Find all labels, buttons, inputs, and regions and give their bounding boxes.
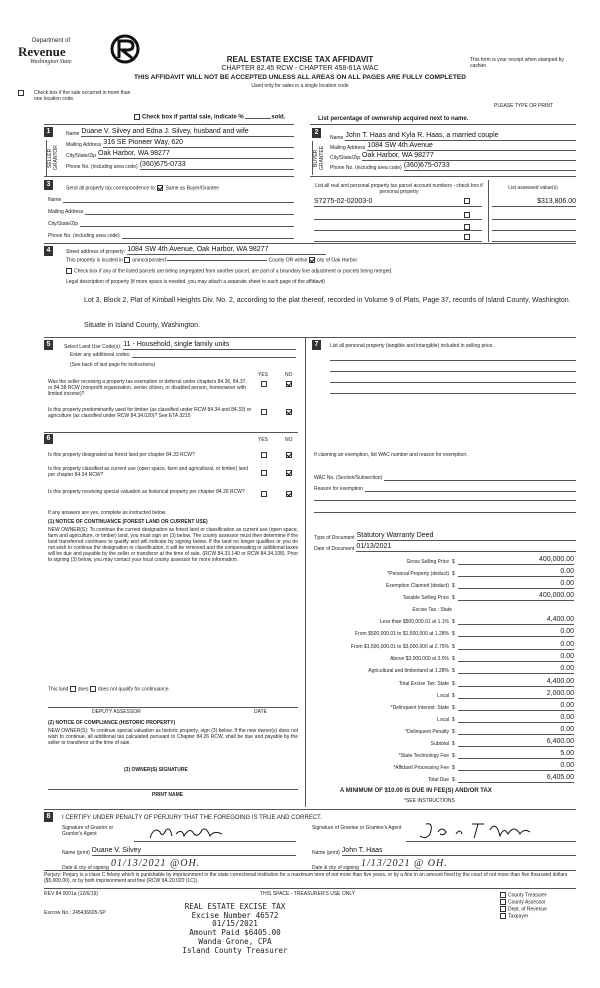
logo-dept-label: Department of [32, 38, 71, 44]
seller-address-field[interactable]: 316 SE Pioneer Way, 620 [103, 139, 294, 148]
parcel-row-4[interactable] [314, 234, 482, 242]
grantee-signature-field[interactable] [406, 828, 576, 842]
buyer-city-label: City/State/Zip [330, 155, 361, 162]
buyer-address-field[interactable]: 1084 SW 4th Avenue [367, 142, 576, 151]
buyer-phone-row [330, 162, 576, 171]
does-checkbox[interactable] [70, 686, 76, 692]
taxpayer-checkbox[interactable] [500, 913, 506, 919]
assessed-label: List assessed value(s) [508, 185, 558, 191]
tax-row-label: *State Technology Fee [398, 753, 449, 759]
section-6-badge: 6 [44, 434, 53, 444]
buyer-side-label: BUYER GRANTEE [312, 141, 322, 175]
tax-row [312, 689, 574, 699]
land-use-no-header: NO [285, 372, 293, 378]
land-use-label: Select Land Use Code(s): [64, 344, 122, 351]
reason-row [314, 486, 576, 492]
dollar-sign: $ [452, 668, 455, 674]
seller-name-field[interactable]: Duane V. Silvey and Edna J. Silvey, husband and wife [81, 128, 294, 137]
tax-row [312, 749, 574, 759]
grantee-signature [416, 820, 536, 842]
dollar-sign: $ [452, 705, 455, 711]
street-field[interactable]: 1084 SW 4th Avenue, Oak Harbor, WA 98277 [127, 246, 326, 255]
parcel-number-field[interactable]: S7275-02-02003-0 [314, 198, 482, 207]
dollar-sign: $ [452, 583, 455, 589]
dollar-sign: $ [452, 619, 455, 625]
stamp-line: 01/15/2021 [212, 919, 258, 929]
parcels-label: List all real and personal property tax parcel account numbers - check box if personal property [315, 183, 483, 195]
distribution-label: County Treasurer [508, 892, 547, 899]
stamp-line: Amount Paid $6405.00 [189, 928, 281, 938]
q2-no-checkbox[interactable] [286, 409, 294, 417]
notice2-text: NEW OWNER(S): To continue special valuation as historic property, sign (3) below. If the new owner(s) does not wish to continue, all additional tax calculated pursuant to Chapter 84.26 RCW, shall be due and payable by the seller or transferor at the time of sale. [48, 728, 298, 746]
tax-row [312, 773, 574, 783]
print-name-label: PRINT NAME [152, 792, 184, 798]
grantor-date-label: Date & city of signing [62, 865, 109, 871]
situate-text: Situate in Island County, Washington. [84, 322, 200, 329]
corr-city-field[interactable] [80, 226, 294, 227]
reason-label: Reason for exemption [314, 486, 363, 492]
dollar-sign: $ [452, 765, 455, 771]
certify-text: I CERTIFY UNDER PENALTY OF PERJURY THAT THE FOREGOING IS TRUE AND CORRECT. [62, 815, 322, 821]
tax-row [312, 603, 574, 613]
segregated-checkbox[interactable] [66, 268, 72, 274]
s6-q3-no-checkbox[interactable] [286, 491, 294, 499]
land-use-yes-header: YES [258, 372, 269, 378]
seller-name-row [66, 128, 294, 137]
s6-q1: Is this property designated as forest land per chapter 84.33 RCW? [48, 452, 195, 458]
section-3-badge: 3 [44, 180, 53, 190]
personal-property-checkbox-1[interactable] [464, 198, 472, 206]
tax-row-label: From $500,000.01 to $1,500,000 at 1.28% [355, 631, 449, 637]
buyer-name-field[interactable]: John T. Haas and Kyla R. Haas, a married couple [345, 132, 576, 141]
segregated-row [66, 268, 576, 274]
tax-row-value[interactable]: 0.00 [458, 702, 574, 711]
tax-row [312, 591, 574, 601]
corr-name-label: Name [48, 197, 62, 203]
dollar-sign: $ [452, 741, 455, 747]
stamp-line: Excise Number 46572 [191, 910, 279, 920]
buyer-address-label: Mailing Address [330, 145, 366, 152]
logo-dept-name: Revenue [18, 44, 66, 59]
tax-row-value[interactable]: 0.00 [458, 641, 574, 650]
doc-date-label: Date of Document [314, 546, 355, 553]
seller-name-label: Name [66, 131, 80, 138]
tax-row-value[interactable]: 2,000.00 [458, 690, 574, 699]
doc-type-label: Type of Document [314, 535, 355, 542]
grantee-signature-label: Signature of Grantee or Grantee's Agent [312, 825, 402, 831]
personal-property-label: List all personal property (tangible and intangible) included in selling price. [330, 343, 494, 349]
distribution-list [500, 892, 547, 920]
tax-row [312, 627, 574, 637]
grantor-name-field[interactable]: Duane V. Silvey [92, 847, 296, 856]
does-not-label: does not qualify for continuance. [97, 686, 170, 693]
grantor-signature [148, 824, 228, 842]
unincorporated-label: unincorporated [132, 257, 166, 264]
seller-city-row [66, 150, 294, 159]
dollar-sign: $ [452, 681, 455, 687]
buyer-city-row [330, 152, 576, 161]
tax-row-label: Gross Selling Price [406, 559, 449, 565]
stamp-line: REAL ESTATE EXCISE TAX [184, 902, 286, 911]
county-assessor-checkbox[interactable] [500, 899, 506, 905]
form-chapter: CHAPTER 82.45 RCW - CHAPTER 458-61A WAC [221, 65, 379, 72]
corr-city-label: City/State/Zip [48, 221, 79, 227]
dept-revenue-checkbox[interactable] [500, 906, 506, 912]
notice1-title: (1) NOTICE OF CONTINUANCE (FOREST LAND OR CURRENT USE) [48, 519, 208, 525]
deputy-date-label: DATE [254, 709, 267, 715]
tax-row-label: Agricultural and timberland at 1.28% [368, 668, 449, 674]
dollar-sign: $ [452, 571, 455, 577]
grantee-name-label: Name (print) [312, 850, 340, 857]
grantor-date-field[interactable]: 01/13/2021 @OH. [111, 858, 296, 871]
tax-row-label: Total Excise Tax: State [398, 681, 449, 687]
city-of-label: city of Oak Harbor [316, 257, 358, 264]
s6-q3-yes-checkbox[interactable] [261, 491, 269, 499]
form-title: REAL ESTATE EXCISE TAX AFFIDAVIT [226, 55, 374, 64]
seller-address-label: Mailing Address [66, 142, 102, 149]
tax-row-value[interactable]: 4,400.00 [458, 616, 574, 625]
multi-location-label: Check box if the sale occurred in more than one location code. [34, 90, 131, 102]
tax-row-value[interactable]: 4,400.00 [458, 678, 574, 687]
distribution-label: County Assessor [508, 899, 546, 906]
assessed-row-4[interactable] [492, 234, 576, 242]
dollar-sign: $ [452, 777, 455, 783]
grantee-name-row [312, 847, 576, 856]
tax-row-label: *Delinquent Interest: State [390, 705, 449, 711]
see-back-note: (See back of last page for instructions) [70, 362, 156, 368]
tax-row-label: Less than $500,000.01 at 1.1% [379, 619, 449, 625]
tax-row [312, 677, 574, 687]
logo-state: Washington State [30, 59, 72, 65]
legal-label: Legal description of property (if more space is needed, you may attach a separate sheet to each page of the affidavit) [66, 279, 325, 285]
doc-date-row [314, 543, 576, 552]
distribution-label: Dept. of Revenue [508, 906, 547, 913]
corr-phone-row [48, 233, 294, 239]
grantee-name-field[interactable]: John T. Haas [342, 847, 576, 856]
tax-row-label: Excise Tax : State [412, 607, 452, 613]
tax-row-label: *Personal Property (deduct) [387, 571, 449, 577]
corr-city-row [48, 221, 294, 227]
buyer-address-row [330, 142, 576, 151]
ownership-note: List percentage of ownership acquired next to name. [318, 116, 469, 122]
tax-row [312, 737, 574, 747]
s6-q2-yes-checkbox[interactable] [261, 470, 269, 478]
seller-side-label: SELLER GRANTOR [46, 140, 56, 176]
partial-sale-checkbox[interactable] [134, 114, 140, 120]
partial-sale-label: Check box if partial sale, indicate % [142, 114, 244, 121]
distribution-label: Taxpayer [508, 913, 529, 920]
corr-phone-label: Phone No. (including area code) [48, 233, 120, 239]
section-8-badge: 8 [44, 812, 53, 822]
seller-phone-row [66, 161, 294, 170]
treasurer-stamp [160, 903, 310, 955]
personal-property-checkbox-2[interactable] [464, 212, 472, 220]
tax-row-label: *Delinquent Penalty [405, 729, 449, 735]
deputy-assessor-label: DEPUTY ASSESSOR [92, 709, 141, 715]
perjury-text: Perjury: Perjury is a class C felony which is punishable by imprisonment in the state correctional institution for a maximum term of not more than five years, or by a fine in an amount fixed by the court of not more than five thousand dollars ($5,000.00), or by both imprisonment and fine (RCW 9A.20.020 (1C)). [44, 872, 568, 884]
please-type-label: PLEASE TYPE OR PRINT [494, 103, 554, 109]
tax-row [312, 725, 574, 735]
assessed-row-3[interactable] [492, 223, 576, 231]
does-label: does [77, 686, 89, 693]
grantor-name-label: Name (print) [62, 850, 90, 857]
land-use-q1: Was the seller receiving a property tax exemption or deferral under chapters 84.36, 84.37, or 84.38 RCW (nonprofit organization, senior citizen, or disabled person, homeowner with limited income)? [48, 379, 247, 397]
s6-q1-no-checkbox[interactable] [286, 452, 294, 460]
county-or-label: County OR within [268, 257, 308, 264]
assessed-value-field[interactable]: $313,806.00 [492, 198, 576, 207]
seller-city-label: City/State/Zip [66, 153, 97, 160]
q2-yes-checkbox[interactable] [261, 409, 269, 417]
s6-yes-header: YES [258, 437, 269, 443]
tax-row [312, 579, 574, 589]
buyer-phone-label: Phone No. (including area code) [330, 165, 402, 172]
doc-date-field[interactable]: 01/13/2021 [356, 543, 576, 552]
escrow-label: Escrow No.: 245436605-SP [44, 910, 106, 916]
tax-row-value[interactable]: 0.00 [458, 714, 574, 723]
dollar-sign: $ [452, 595, 455, 601]
receipt-note: This form is your receipt when stamped by cashier. [470, 57, 564, 69]
reason-field[interactable] [365, 491, 576, 492]
corr-address-row [48, 209, 294, 215]
dollar-sign: $ [452, 753, 455, 759]
section-1-badge: 1 [44, 127, 53, 137]
section-5-badge: 5 [44, 340, 53, 350]
treasurer-label: THIS SPACE - TREASURER'S USE ONLY [260, 891, 356, 897]
s6-q1-yes-checkbox[interactable] [261, 452, 269, 460]
notice2-title: (2) NOTICE OF COMPLIANCE (HISTORIC PROPERTY) [48, 720, 176, 726]
doc-type-field[interactable]: Statutory Warranty Deed [357, 532, 576, 541]
multi-location-checkbox[interactable] [18, 90, 26, 98]
located-row [66, 257, 357, 263]
dollar-sign: $ [452, 644, 455, 650]
tax-row [312, 761, 574, 771]
dollar-sign: $ [452, 693, 455, 699]
same-as-buyer-label: Same as Buyer/Grantee [165, 185, 220, 192]
section-7-badge: 7 [312, 340, 321, 350]
tax-row-value[interactable]: 5.00 [458, 750, 574, 759]
partial-sale-row [134, 114, 285, 122]
parcel-row-2[interactable] [314, 212, 482, 220]
s6-q3: Is this property receiving special valuation as historical property per chapter 84.26 RCW? [48, 489, 245, 495]
s6-q2-no-checkbox[interactable] [286, 470, 294, 478]
personal-property-checkbox-4[interactable] [464, 234, 472, 242]
corr-address-label: Mailing Address [48, 209, 84, 215]
grantor-name-row [62, 847, 296, 856]
land-use-row [64, 341, 296, 350]
dollar-sign: $ [452, 559, 455, 565]
form-warning: THIS AFFIDAVIT WILL NOT BE ACCEPTED UNLESS ALL AREAS ON ALL PAGES ARE FULLY COMPLETED [133, 74, 467, 81]
county-treasurer-checkbox[interactable] [500, 892, 506, 898]
tax-row-label: *Affidavit Processing Fee [393, 765, 449, 771]
tax-row [312, 652, 574, 662]
seller-address-row [66, 139, 294, 148]
buyer-city-field[interactable]: Oak Harbor, WA 98277 [362, 152, 576, 161]
located-label: This property is located in [66, 257, 123, 264]
dollar-sign: $ [452, 656, 455, 662]
tax-row-label: Subtotal [430, 741, 449, 747]
correspondence-row [66, 185, 219, 191]
wac-label: WAC No. (Section/Subsection) [314, 475, 383, 481]
tax-row-value[interactable]: 6,400.00 [458, 738, 574, 747]
tax-row-label: Exemption Claimed (deduct) [385, 583, 449, 589]
tax-row [312, 664, 574, 674]
tax-row-label: Local [437, 693, 449, 699]
wac-row [314, 475, 576, 481]
unincorporated-checkbox[interactable] [124, 257, 130, 263]
q1-no-checkbox[interactable] [286, 381, 294, 389]
parcel-row-3[interactable] [314, 223, 482, 231]
rev-label: REV 84 0001a (12/6/19) [44, 891, 98, 897]
tax-row-value[interactable]: 0.00 [458, 568, 574, 577]
form-subnote: Used only for sales in a single location code [251, 83, 349, 89]
grantee-date-label: Date & city of signing [312, 865, 359, 871]
tax-row [312, 713, 574, 723]
stamp-line: Wanda Grone, CPA [198, 936, 272, 946]
corr-name-field[interactable] [63, 202, 294, 203]
qualify-row [48, 686, 170, 692]
tax-row-value[interactable]: 0.00 [458, 665, 574, 674]
grantor-signature-label: Signature of Grantor or Grantor's Agent [62, 825, 114, 837]
tax-row [312, 615, 574, 625]
correspondence-label: Send all property tax correspondence to: [66, 185, 157, 192]
street-row [66, 246, 326, 255]
tax-row-label: Above $3,000,000 at 3.0% [390, 656, 449, 662]
s6-q2: Is this property classified as current use (open space, farm and agricultural, or timber) land per chapter 84.34 RCW? [48, 466, 249, 478]
buyer-phone-field[interactable]: (360)675-0733 [404, 162, 576, 171]
grantor-signature-field[interactable] [134, 828, 296, 842]
seller-phone-field[interactable]: (360)675-0733 [140, 161, 294, 170]
this-land-label: This land [48, 686, 69, 693]
tax-row-value[interactable]: 0.00 [458, 762, 574, 771]
legal-description: Lot 3, Block 2, Plat of Kimball Heights Div. No. 2, according to the plat thereof, recorded in Volume 9 of Plats, Page 37, records of Island County, Washington. [84, 297, 571, 304]
corr-address-field[interactable] [85, 214, 294, 215]
tax-row [312, 555, 574, 565]
land-use-field[interactable]: 11 - Household, single family units [123, 341, 296, 350]
seller-phone-label: Phone No. (including area code) [66, 164, 138, 171]
doc-type-row [314, 532, 576, 541]
tax-row-label: Taxable Selling Price [402, 595, 449, 601]
tax-row-value[interactable]: 400,000.00 [458, 556, 574, 565]
buyer-name-row [330, 132, 576, 141]
assessed-row-2[interactable] [492, 212, 576, 220]
notice1-text: NEW OWNER(S): To continue the current designation as forest land or classification as current use (open space, farm and agriculture, or timber) land, you must sign on (3) below. The county assessor must then determine if the land transferred continues to qualify and will indicate by signing below. If the land no longer qualifies or you do not wish to continue the designation or classification, it will be removed and the compensating or additional taxes will be due and payable by the seller or transferor at the time of sale. (RCW 84.33.140 or RCW 84.34.108). Prior to signing (3) below, you may contact your local county assessor for more information. [48, 527, 298, 563]
additional-codes-field[interactable] [132, 357, 296, 358]
s6-no-header: NO [285, 437, 293, 443]
wac-field[interactable] [384, 480, 576, 481]
corr-name-row [48, 197, 294, 203]
buyer-name-label: Name [330, 135, 344, 142]
stamp-line: Island County Treasurer [182, 945, 288, 955]
dollar-sign: $ [452, 717, 455, 723]
corr-phone-field[interactable] [122, 238, 294, 239]
tax-row-label: Total Due [427, 777, 449, 783]
seller-city-field[interactable]: Oak Harbor, WA 98277 [98, 150, 294, 159]
tax-row [312, 701, 574, 711]
see-instructions-note: *SEE INSTRUCTIONS [404, 798, 455, 804]
tax-row-value[interactable]: 0.00 [458, 580, 574, 589]
dollar-sign: $ [452, 631, 455, 637]
partial-sold-label: sold. [271, 114, 286, 121]
owner-signature-label: (3) OWNER(S) SIGNATURE [124, 767, 188, 773]
grantee-date-field[interactable]: 1/13/2021 @ OH. [361, 858, 576, 871]
tax-row [312, 640, 574, 650]
additional-codes-row [70, 352, 296, 358]
minimum-note: A MINIMUM OF $10.00 IS DUE IN FEE(S) AND/OR TAX [340, 788, 492, 794]
section-4-badge: 4 [44, 246, 53, 256]
tax-row-value[interactable]: 0.00 [458, 653, 574, 662]
additional-codes-label: Enter any additional codes: [70, 352, 131, 358]
tax-row [312, 567, 574, 577]
tax-row-label: Local [437, 717, 449, 723]
section-2-badge: 2 [312, 128, 321, 138]
tax-row-value[interactable]: 6,405.00 [458, 774, 574, 783]
exemption-label: If claiming an exemption, list WAC number and reason for exemption: [314, 452, 468, 458]
tax-row-label: From $1,500,000.01 to $3,000,000 at 2.75% [350, 644, 449, 650]
segregated-label: Check box if any of the listed parcels are being segregated from another parcel, are part of a boundary line adjustment or parcels being merged. [74, 268, 393, 275]
tax-row-value[interactable]: 0.00 [458, 726, 574, 735]
street-label: Street address of property: [66, 249, 126, 256]
land-use-q2: Is this property predominantly used for timber (as classified under RCW 84.34 and 84.33) or agriculture (as classified under RCW 84.34.020)? See ETA 3215 [48, 407, 252, 419]
city-checkbox[interactable] [309, 257, 315, 263]
tax-row-value[interactable]: 400,000.00 [458, 592, 574, 601]
dollar-sign: $ [452, 729, 455, 735]
does-not-checkbox[interactable] [90, 686, 96, 692]
tax-row-value[interactable]: 0.00 [458, 628, 574, 637]
personal-property-checkbox-3[interactable] [464, 224, 472, 232]
if-yes-note: If any answers are yes, complete as instructed below. [48, 510, 167, 516]
q1-yes-checkbox[interactable] [261, 381, 269, 389]
same-as-buyer-checkbox[interactable] [157, 185, 163, 191]
